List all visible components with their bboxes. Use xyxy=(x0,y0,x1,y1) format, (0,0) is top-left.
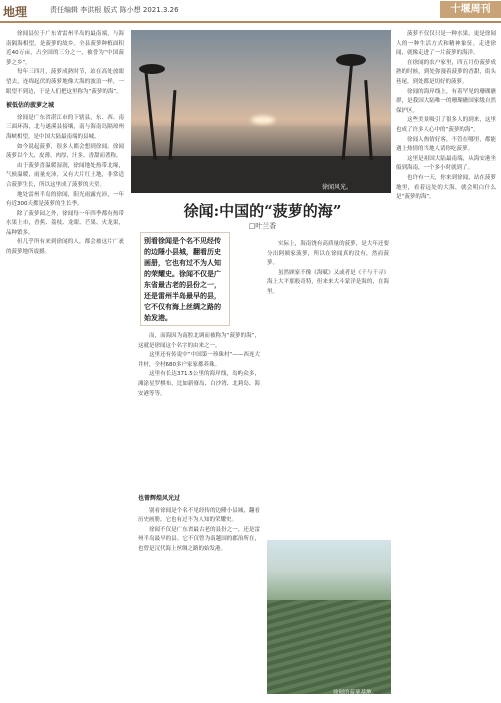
paragraph: 这里有长达371.5公里的海岸线，岛屿众多，滩涂星罗棋布，比如新寮岛、白沙湾、北莉岛、海安港等等。 xyxy=(138,371,260,397)
hero-photo xyxy=(131,30,391,193)
paragraph: 实际上，海南饶有高质量的菠萝，是大年还要分出阿姨家菠萝，所以在徐闻真的没有，然而菠萝。 xyxy=(267,241,389,267)
paragraph: 虽然顾家不像《海赋》又或者是《千与千寻》海上大平那般奇特，但来来大斗蒙洋是海的，在海里。 xyxy=(267,269,389,295)
article-column-2-bottom xyxy=(138,490,260,700)
paragraph: 徐闻的海岸线上，有着罕见的珊瑚礁群，是我国大陆唯一的珊瑚礁国家级自然保护区。 xyxy=(396,88,496,114)
article-column-1 xyxy=(6,30,124,696)
header-rule xyxy=(0,21,501,23)
pull-quote-text: 别看徐闻是个名不见经传的边陲小县城，翻看历史画册，它也有过不为人知的荣耀史。徐闻不仅是广东省最古老的县份之一，还是雷州半岛最早的县，它不仅有海上丝绸之路的始发港。 xyxy=(144,237,221,322)
paragraph: 而，而海因为南腔北调而被称为“菠萝的海”，这就是徐闻这个名字的由来之一。 xyxy=(138,333,260,349)
paragraph: 由于菠萝喜温暖湿润，徐闻地处热带北缘，气候温暖，雨量充沛，又有大片红土地，非常适合菠萝生长，所以这里成了菠萝的天堂。 xyxy=(6,162,124,188)
subheading: 被低估的菠萝之城 xyxy=(6,102,55,110)
palm-fronds xyxy=(336,54,366,66)
paragraph: 在徐闻的农户家里，四五月份菠萝成熟的时候，到处弥漫着菠萝的香甜，街头巷尾，到处都是切好的菠萝。 xyxy=(396,59,496,85)
pull-quote xyxy=(140,232,230,326)
paragraph: 别看徐闻是个名不见经传的边陲小县城，翻看历史画册，它也有过不为人知的荣耀史。 xyxy=(138,507,260,524)
paragraph: 这些美景吸引了很多人的到来，这里也成了许多人心中的“菠萝的海”。 xyxy=(396,117,496,133)
section-tag: 地理 xyxy=(3,5,28,19)
palm-fronds xyxy=(139,64,165,74)
article-title: 徐闻:中国的“菠萝的海” xyxy=(183,202,342,220)
masthead-meta: 责任编辑 李洪根 版式 陈小想 2021.3.26 xyxy=(50,6,179,14)
paragraph: 每年三四月，菠萝成熟时节，站在高处放眼望去，连绵起伏的菠萝地像大海的波浪一样，一眼望不到边，于是人们把这里称为“菠萝的海”。 xyxy=(6,69,124,95)
article-column-2-top xyxy=(138,332,260,482)
article-column-spacer xyxy=(236,232,264,326)
photo-caption: 徐闻的菠萝基地。 xyxy=(333,690,378,696)
paragraph: 徐闻人热情好客，不管在哪里，都能遇上热情的当地人请你吃菠萝。 xyxy=(396,136,496,153)
paragraph: 这里还有传说中“中国第一珍珠村”——西连大井村，全村680多户家家都养珠。 xyxy=(138,352,260,368)
sun xyxy=(251,116,275,124)
paragraph: 除了菠萝园之外，徐闻每一年四季都有热带水果上市，香蕉、荔枝、龙眼、芒果、火龙果，品种繁多。 xyxy=(6,210,124,236)
paragraph: 地处雷州半岛的徐闻，阳光雨露充沛，一年有近300天都是菠萝的生长季。 xyxy=(6,191,124,208)
paragraph: 也许有一天，你来到徐闻，站在菠萝地里，看着远处的大海，就会明白什么是“菠萝的海”。 xyxy=(396,174,496,201)
paragraph: 徐闻不仅是广东省最古老的县份之一，还是雷州半岛最早的县。它不仅曾为南越国的郡治所在，也曾是汉代海上丝绸之路的始发港。 xyxy=(138,526,260,552)
byline: □叶兰香 xyxy=(248,222,277,230)
pineapple-field-photo xyxy=(267,540,391,694)
paragraph: 徐闻是广东省湛江市的下辖县，东、西、南三面环海，北与遂溪县接壤，南与海南岛隔琼州海峡相望，是中国大陆最南端的县城。 xyxy=(6,114,124,140)
article-column-4 xyxy=(396,30,496,696)
paragraph: 菠萝不仅仅只是一种水果，更是徐闻人的一种生活方式和精神象征。走进徐闻，就像走进了一片菠萝的海洋。 xyxy=(396,31,496,57)
paragraph: 这里是祖国大陆最南端，从海安港坐船到海南，一个多小时就到了。 xyxy=(396,155,496,172)
paragraph: 徐闻县位于广东省雷州半岛的最南端，与海南隔海相望，是菠萝的故乡。全县菠萝种植面积近40万亩，占全国的三分之一，被誉为“中国菠萝之乡”。 xyxy=(6,31,124,66)
article-column-3 xyxy=(267,240,389,540)
paragraph: 但几乎所有来到徐闻的人，都会被这片广袤的菠萝地所震撼。 xyxy=(6,239,124,256)
hero-caption: 徐闻风光。 xyxy=(322,184,353,191)
page-header xyxy=(0,0,501,20)
publication-badge: 十堰周刊 xyxy=(440,1,501,18)
field-rows xyxy=(267,600,391,694)
subheading: 也曾辉煌风光过 xyxy=(138,495,181,502)
paragraph: 如今说起菠萝，很多人都会想到徐闻。徐闻菠萝以个大、皮薄、肉厚、汁多、香甜而著称。 xyxy=(6,143,124,160)
